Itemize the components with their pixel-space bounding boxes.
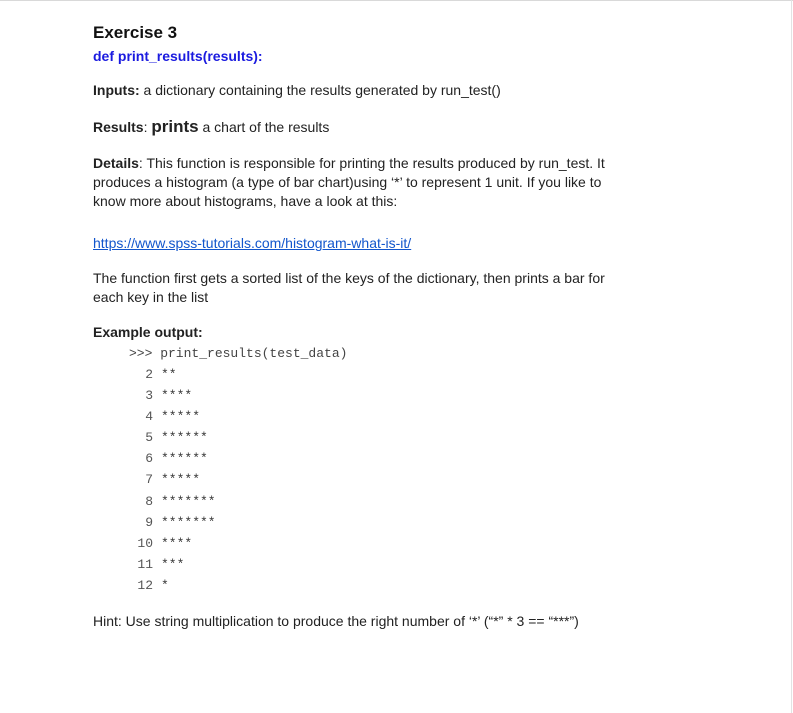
histogram-bar: ****** bbox=[161, 451, 208, 467]
histogram-key: 4 bbox=[145, 409, 153, 425]
inputs-text: a dictionary containing the results generated by run_test() bbox=[143, 82, 501, 98]
histogram-bar: ** bbox=[161, 367, 177, 382]
histogram-key: 9 bbox=[145, 514, 153, 530]
hint-paragraph: Hint: Use string multiplication to produce the right number of ‘*’ (“*” * 3 == “***”) bbox=[93, 613, 579, 630]
inputs-paragraph bbox=[93, 81, 733, 100]
histogram-row bbox=[129, 533, 733, 554]
histogram-bar: *** bbox=[161, 556, 185, 572]
histogram-row bbox=[129, 406, 733, 427]
inputs-label: Inputs: bbox=[93, 82, 140, 98]
histogram-key: 7 bbox=[145, 472, 153, 488]
exercise-title: Exercise 3 bbox=[93, 23, 178, 42]
right-divider bbox=[791, 0, 792, 713]
function-description-line-2: each key in the list bbox=[93, 289, 209, 305]
results-label: Results bbox=[93, 119, 144, 135]
example-output-label: Example output: bbox=[93, 324, 203, 340]
histogram-bar: * bbox=[161, 577, 169, 593]
histogram-row bbox=[129, 385, 733, 406]
histogram-key: 8 bbox=[145, 493, 153, 509]
histogram-row bbox=[129, 448, 733, 469]
histogram-key: 2 bbox=[145, 367, 153, 382]
histogram-bar: ***** bbox=[161, 472, 201, 488]
example-output-code bbox=[129, 344, 733, 596]
document-page bbox=[93, 22, 733, 631]
histogram-row bbox=[129, 491, 733, 512]
histogram-bar: ****** bbox=[161, 430, 208, 446]
histogram-bar: **** bbox=[161, 535, 193, 551]
histogram-row bbox=[129, 512, 733, 533]
details-paragraph bbox=[93, 154, 733, 211]
histogram-row bbox=[129, 575, 733, 596]
function-description-paragraph bbox=[93, 269, 733, 307]
code-prompt-line: >>> print_results(test_data) bbox=[129, 346, 348, 361]
histogram-row bbox=[129, 554, 733, 575]
histogram-key: 12 bbox=[137, 577, 153, 593]
details-line-2: produces a histogram (a type of bar chart)using ‘*’ to represent 1 unit. If you like to bbox=[93, 174, 602, 190]
histogram-row bbox=[129, 469, 733, 490]
histogram-link[interactable]: https://www.spss-tutorials.com/histogram-what-is-it/ bbox=[93, 235, 412, 251]
histogram-row bbox=[129, 364, 733, 385]
histogram-bar: ***** bbox=[161, 409, 201, 425]
histogram-key: 5 bbox=[145, 430, 153, 446]
details-line-3: know more about histograms, have a look at this: bbox=[93, 193, 398, 209]
histogram-bar: ******* bbox=[161, 493, 216, 509]
results-paragraph bbox=[93, 117, 733, 137]
histogram-key: 3 bbox=[145, 388, 153, 404]
histogram-bar: ******* bbox=[161, 514, 216, 530]
results-separator: : bbox=[143, 119, 152, 135]
function-description-line-1: The function first gets a sorted list of the keys of the dictionary, then prints a bar for bbox=[93, 270, 605, 286]
histogram-bar: **** bbox=[161, 388, 193, 404]
histogram-key: 11 bbox=[137, 556, 153, 572]
histogram-row bbox=[129, 427, 733, 448]
results-emphasis: prints bbox=[151, 117, 199, 136]
top-divider bbox=[0, 0, 793, 1]
function-signature: def print_results(results): bbox=[93, 48, 263, 64]
results-text: a chart of the results bbox=[202, 119, 330, 135]
histogram-key: 6 bbox=[145, 451, 153, 467]
details-label: Details bbox=[93, 155, 139, 171]
histogram-key: 10 bbox=[137, 535, 153, 551]
details-line-1: : This function is responsible for printing the results produced by run_test. It bbox=[138, 155, 605, 171]
